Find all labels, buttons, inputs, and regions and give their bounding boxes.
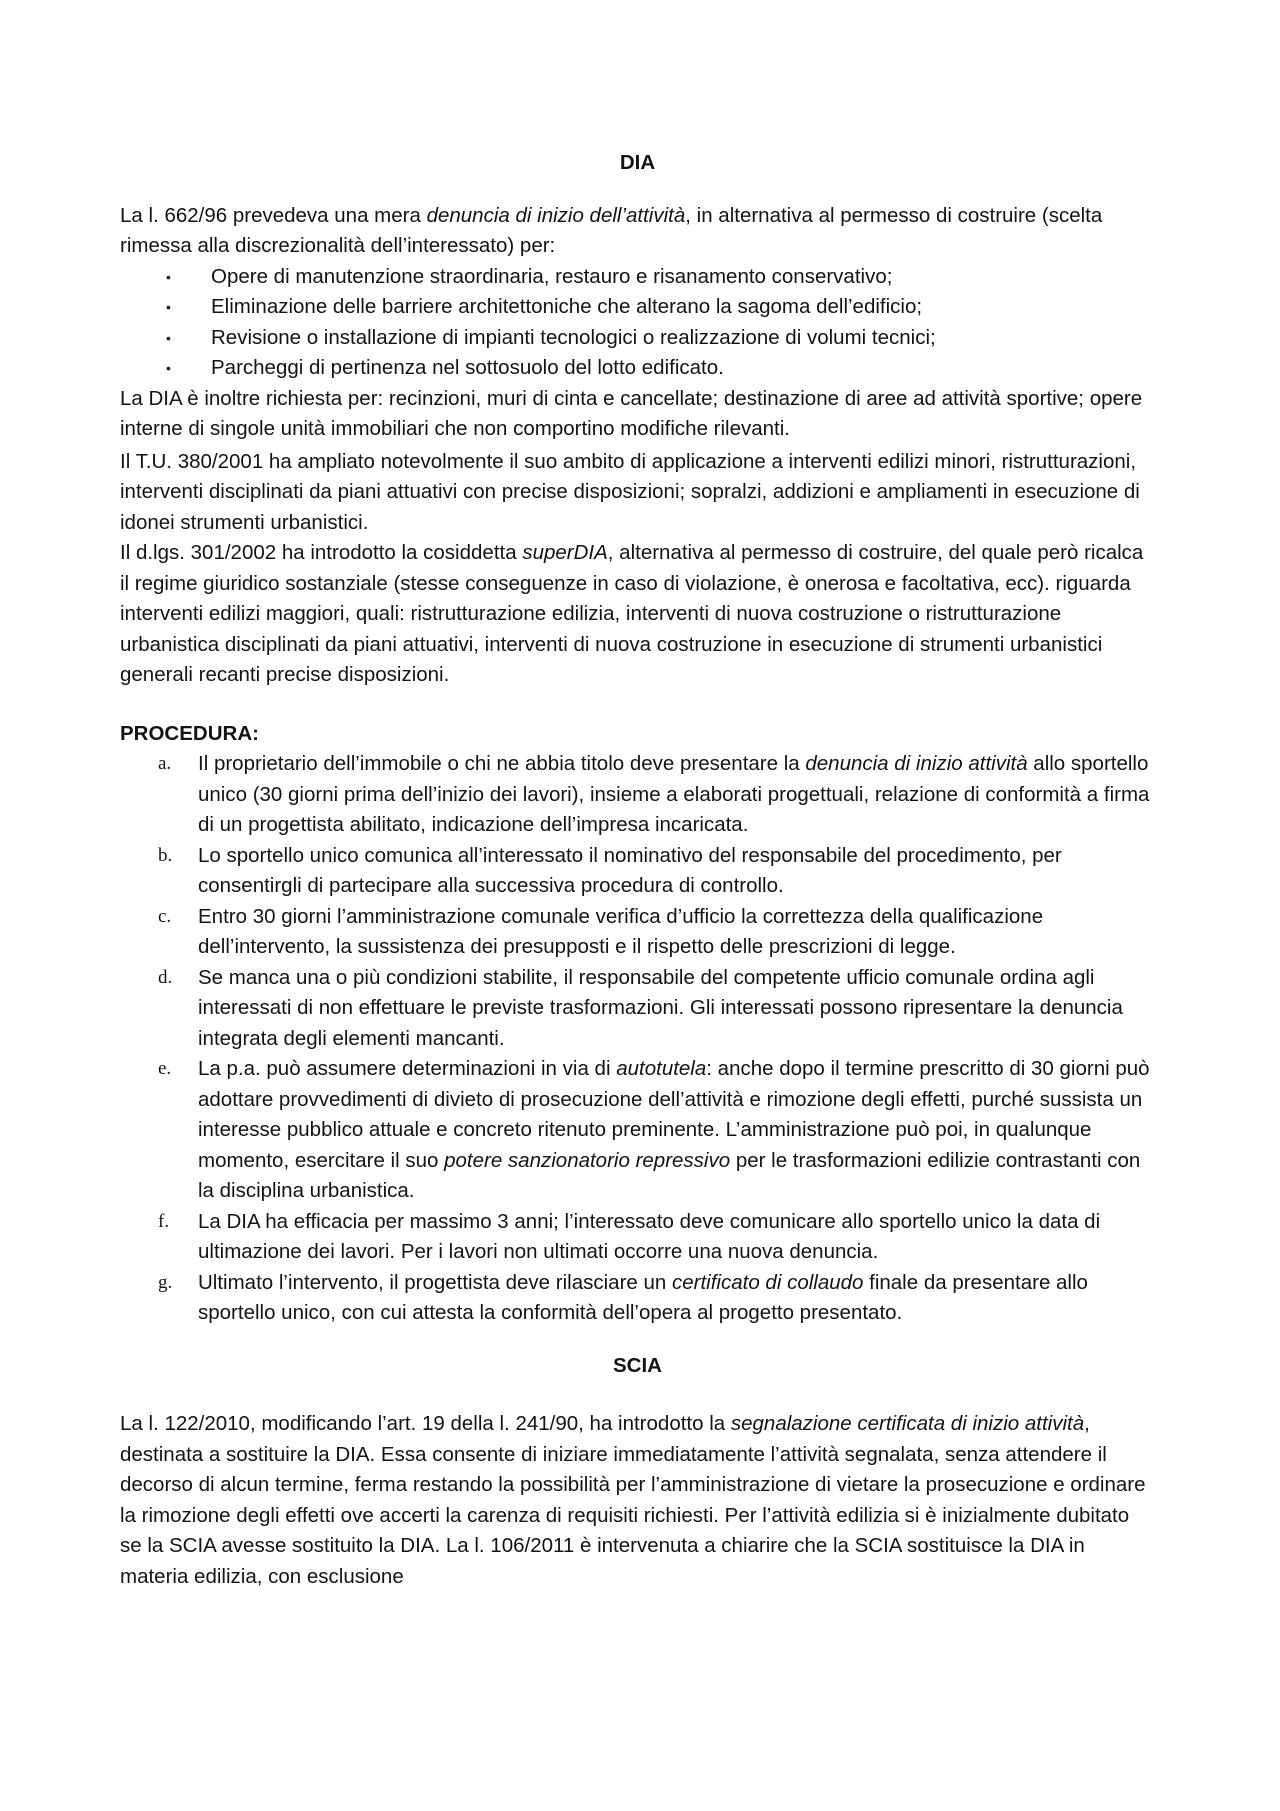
list-item: [158, 1207, 1155, 1268]
list-marker: d.: [158, 966, 173, 988]
italic-text: potere sanzionatorio repressivo: [444, 1148, 731, 1172]
list-marker: c.: [158, 905, 172, 927]
procedura-list: [120, 749, 1155, 1329]
list-item: [158, 749, 1155, 841]
bullet-marker: •: [166, 329, 171, 346]
bullet-marker: •: [166, 299, 171, 315]
heading-scia: SCIA: [613, 1353, 662, 1377]
list-marker: g.: [158, 1271, 173, 1293]
dia-bullet-list: [120, 262, 1155, 384]
italic-text: denuncia di inizio attività: [805, 752, 1028, 775]
list-item: [166, 353, 1155, 384]
list-item-text: Parcheggi di pertinenza nel sottosuolo del lotto edificato.: [211, 356, 724, 379]
procedura-title: PROCEDURA:: [120, 721, 259, 745]
list-item: [158, 902, 1155, 963]
dia-paragraph-4: Il d.lgs. 301/2002 ha introdotto la cosiddetta superDIA, alternativa al permesso di costruire, del quale però ricalca il regime giuridico sostanziale (stesse conseguenze in caso di violazione, è onerosa e facoltativa, ecc). riguarda interventi edilizi maggiori, quali: ristrutturazione edilizia, interventi di nuova costruzione o ristrutturazione urbanistica disciplinati da piani attuativi, interventi di nuova costruzione in esecuzione di strumenti urbanistici generali recanti precise disposizioni.: [120, 541, 1144, 686]
bullet-marker: •: [166, 268, 171, 285]
heading-dia: DIA: [619, 151, 656, 174]
list-marker: b.: [158, 844, 173, 866]
italic-text: autotutela: [616, 1057, 707, 1080]
list-item-text: Il proprietario dell’immobile o chi ne abbia titolo deve presentare la denuncia di inizio attività allo sportello unico (30 giorni prima dell’inizio dei lavori), insieme a elaborati progettuali, relazione di conformità a firma di un progettista abilitato, indicazione dell’impresa incaricata.: [198, 752, 1150, 836]
list-item-text: Entro 30 giorni l’amministrazione comunale verifica d’ufficio la correttezza della qualificazione dell’intervento, la sussistenza dei presupposti e il rispetto delle prescrizioni di legge.: [198, 904, 1044, 958]
list-item-text: Ultimato l’intervento, il progettista deve rilasciare un certificato di collaudo finale da presentare allo sportello unico, con cui attesta la conformità dell’opera al progetto presentato.: [198, 1270, 1088, 1324]
italic-text: superDIA: [522, 541, 608, 564]
italic-text: denuncia di inizio dell’attività: [426, 203, 686, 227]
list-item: [158, 963, 1155, 1055]
list-marker: f.: [158, 1210, 170, 1232]
list-marker: a.: [158, 753, 172, 774]
list-item-text: Opere di manutenzione straordinaria, restauro e risanamento conservativo;: [211, 264, 893, 288]
scia-paragraph: La l. 122/2010, modificando l’art. 19 della l. 241/90, ha introdotto la segnalazione certificata di inizio attività, destinata a sostituire la DIA. Essa consente di iniziare immediatamente l’attività segnalata, senza attendere il decorso di alcun termine, ferma restando la possibilità per l’amministrazione di vietare la prosecuzione e ordinare la rimozione degli effetti ove accerti la carenza di requisiti richiesti. Per l’attività edilizia si è inizialmente dubitato se la SCIA avesse sostituito la DIA. La l. 106/2011 è intervenuta a chiarire che la SCIA sostituisce la DIA in materia edilizia, con esclusione: [120, 1412, 1146, 1588]
list-item-text: La DIA ha efficacia per massimo 3 anni; l’interessato deve comunicare allo sportello unico la data di ultimazione dei lavori. Per i lavori non ultimati occorre una nuova denuncia.: [198, 1209, 1101, 1263]
list-item-text: Se manca una o più condizioni stabilite, il responsabile del competente ufficio comunale ordina agli interessati di non effettuare le previste trasformazioni. Gli interessati possono ripresentare la denuncia integrata degli elementi mancanti.: [198, 965, 1123, 1050]
bullet-marker: •: [166, 360, 171, 376]
list-item: [158, 841, 1155, 902]
list-item-text: Lo sportello unico comunica all’interessato il nominativo del responsabile del procedimento, per consentirgli di partecipare alla successiva procedura di controllo.: [198, 843, 1062, 897]
list-item: [166, 323, 1155, 354]
document-content: [120, 148, 1155, 1592]
italic-text: certificato di collaudo: [672, 1270, 864, 1294]
dia-paragraph-2: La DIA è inoltre richiesta per: recinzioni, muri di cinta e cancellate; destinazione di aree ad attività sportive; opere interne di singole unità immobiliari che non comportino modifiche rilevanti.: [120, 386, 1143, 440]
list-item: [166, 262, 1155, 293]
list-item-text: Revisione o installazione di impianti tecnologici o realizzazione di volumi tecnici;: [211, 325, 936, 349]
list-item: [166, 292, 1155, 323]
italic-text: segnalazione certificata di inizio attività: [730, 1412, 1085, 1435]
list-item-text: Eliminazione delle barriere architettoniche che alterano la sagoma dell’edificio;: [211, 295, 923, 318]
dia-paragraph-3: Il T.U. 380/2001 ha ampliato notevolmente il suo ambito di applicazione a interventi edilizi minori, ristrutturazioni, interventi disciplinati da piani attuativi con precise disposizioni; sopralzi, addizioni e ampliamenti in esecuzione di idonei strumenti urbanistici.: [120, 449, 1140, 534]
list-marker: e.: [158, 1058, 172, 1079]
list-item-text: La p.a. può assumere determinazioni in via di autotutela: anche dopo il termine prescritto di 30 giorni può adottare provvedimenti di divieto di prosecuzione dell’attività e rimozione degli effetti, purché sussista un interesse pubblico attuale e concreto ritenuto preminente. L’amministrazione può poi, in qualunque momento, esercitare il suo potere sanzionatorio repressivo per le trasformazioni edilizie contrastanti con la disciplina urbanistica.: [198, 1057, 1150, 1202]
list-item: [158, 1268, 1155, 1329]
dia-intro-paragraph: La l. 662/96 prevedeva una mera denuncia di inizio dell’attività, in alternativa al permesso di costruire (scelta rimessa alla discrezionalità dell’interessato) per:: [120, 203, 1103, 257]
list-item: [158, 1054, 1155, 1207]
